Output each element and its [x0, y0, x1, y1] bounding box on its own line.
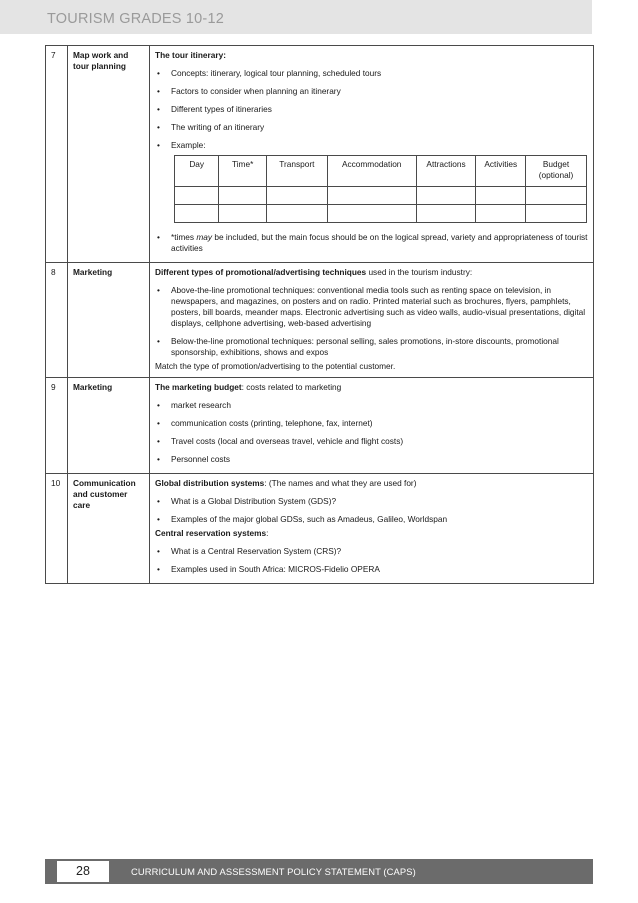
table-row — [46, 474, 594, 584]
row-content — [150, 263, 594, 378]
row-content — [150, 378, 594, 474]
content-subtitle: Central reservation systems: — [155, 528, 269, 538]
footer-text: CURRICULUM AND ASSESSMENT POLICY STATEMENT (CAPS) — [131, 866, 416, 877]
itinerary-header-row — [175, 156, 587, 187]
list-item: • Examples of the major global GDSs, such as Amadeus, Galileo, Worldspan — [155, 514, 588, 525]
bullet-list — [155, 546, 588, 575]
row-number: 7 — [46, 46, 68, 263]
row-topic: Communication and customer care — [68, 474, 150, 584]
row-content — [150, 46, 594, 263]
row-topic: Marketing — [68, 263, 150, 378]
content-title: The marketing budget: costs related to marketing — [155, 382, 342, 392]
itinerary-header-cell: Transport — [266, 156, 327, 187]
list-item: • Example: — [155, 140, 588, 151]
curriculum-table — [45, 45, 594, 584]
list-item: • Below-the-line promotional techniques: personal selling, sales promotions, in-store discounts, promotional sponsorship, exhibitions, shows and expos — [155, 336, 588, 358]
table-row — [46, 46, 594, 263]
row-content — [150, 474, 594, 584]
closing-note: Match the type of promotion/advertising to the potential customer. — [155, 361, 396, 371]
table-row — [46, 263, 594, 378]
itinerary-empty-row — [175, 205, 587, 223]
list-item: • communication costs (printing, telephone, fax, internet) — [155, 418, 588, 429]
row-topic: Marketing — [68, 378, 150, 474]
list-item: • Concepts: itinerary, logical tour planning, scheduled tours — [155, 68, 588, 79]
list-item: • Travel costs (local and overseas travel, vehicle and flight costs) — [155, 436, 588, 447]
row-number: 10 — [46, 474, 68, 584]
bullet-list — [155, 232, 588, 254]
row-number: 8 — [46, 263, 68, 378]
bullet-list — [155, 285, 588, 358]
content-title: Global distribution systems: (The names and what they are used for) — [155, 478, 417, 488]
content-title: The tour itinerary: — [155, 50, 226, 60]
list-item: • Different types of itineraries — [155, 104, 588, 115]
itinerary-header-cell: Attractions — [416, 156, 476, 187]
bullet-list — [155, 400, 588, 465]
list-item: • What is a Global Distribution System (GDS)? — [155, 496, 588, 507]
page-header-title: TOURISM GRADES 10-12 — [47, 11, 224, 27]
content-title: Different types of promotional/advertising techniques used in the tourism industry: — [155, 267, 473, 277]
bullet-list — [155, 496, 588, 525]
table-row — [46, 378, 594, 474]
list-item: • What is a Central Reservation System (CRS)? — [155, 546, 588, 557]
page-number: 28 — [76, 864, 90, 878]
list-item: • The writing of an itinerary — [155, 122, 588, 133]
itinerary-header-cell: Day — [175, 156, 219, 187]
itinerary-header-cell: Activities — [476, 156, 526, 187]
row-topic: Map work and tour planning — [68, 46, 150, 263]
itinerary-example-table — [174, 155, 587, 223]
list-item: • Examples used in South Africa: MICROS-Fidelio OPERA — [155, 564, 588, 575]
bullet-list — [155, 68, 588, 151]
list-item: • market research — [155, 400, 588, 411]
itinerary-header-cell: Accommodation — [327, 156, 416, 187]
list-item: • Personnel costs — [155, 454, 588, 465]
row-number: 9 — [46, 378, 68, 474]
itinerary-header-cell: Budget (optional) — [526, 156, 587, 187]
itinerary-note: • *times may be included, but the main focus should be on the logical spread, variety and appropriateness of tourist activities — [155, 232, 588, 254]
itinerary-empty-row — [175, 187, 587, 205]
itinerary-header-cell: Time* — [219, 156, 266, 187]
list-item: • Above-the-line promotional techniques: conventional media tools such as renting space on television, in newspapers, and magazines, on posters and on radio. Printed material such as brochures, flyers, pamphlets, posters, bill boards, meander maps. Electronic advertising such as video walls, audio-visual presentations, digital displays, cellphone advertising, web-based advertising — [155, 285, 588, 329]
list-item: • Factors to consider when planning an itinerary — [155, 86, 588, 97]
